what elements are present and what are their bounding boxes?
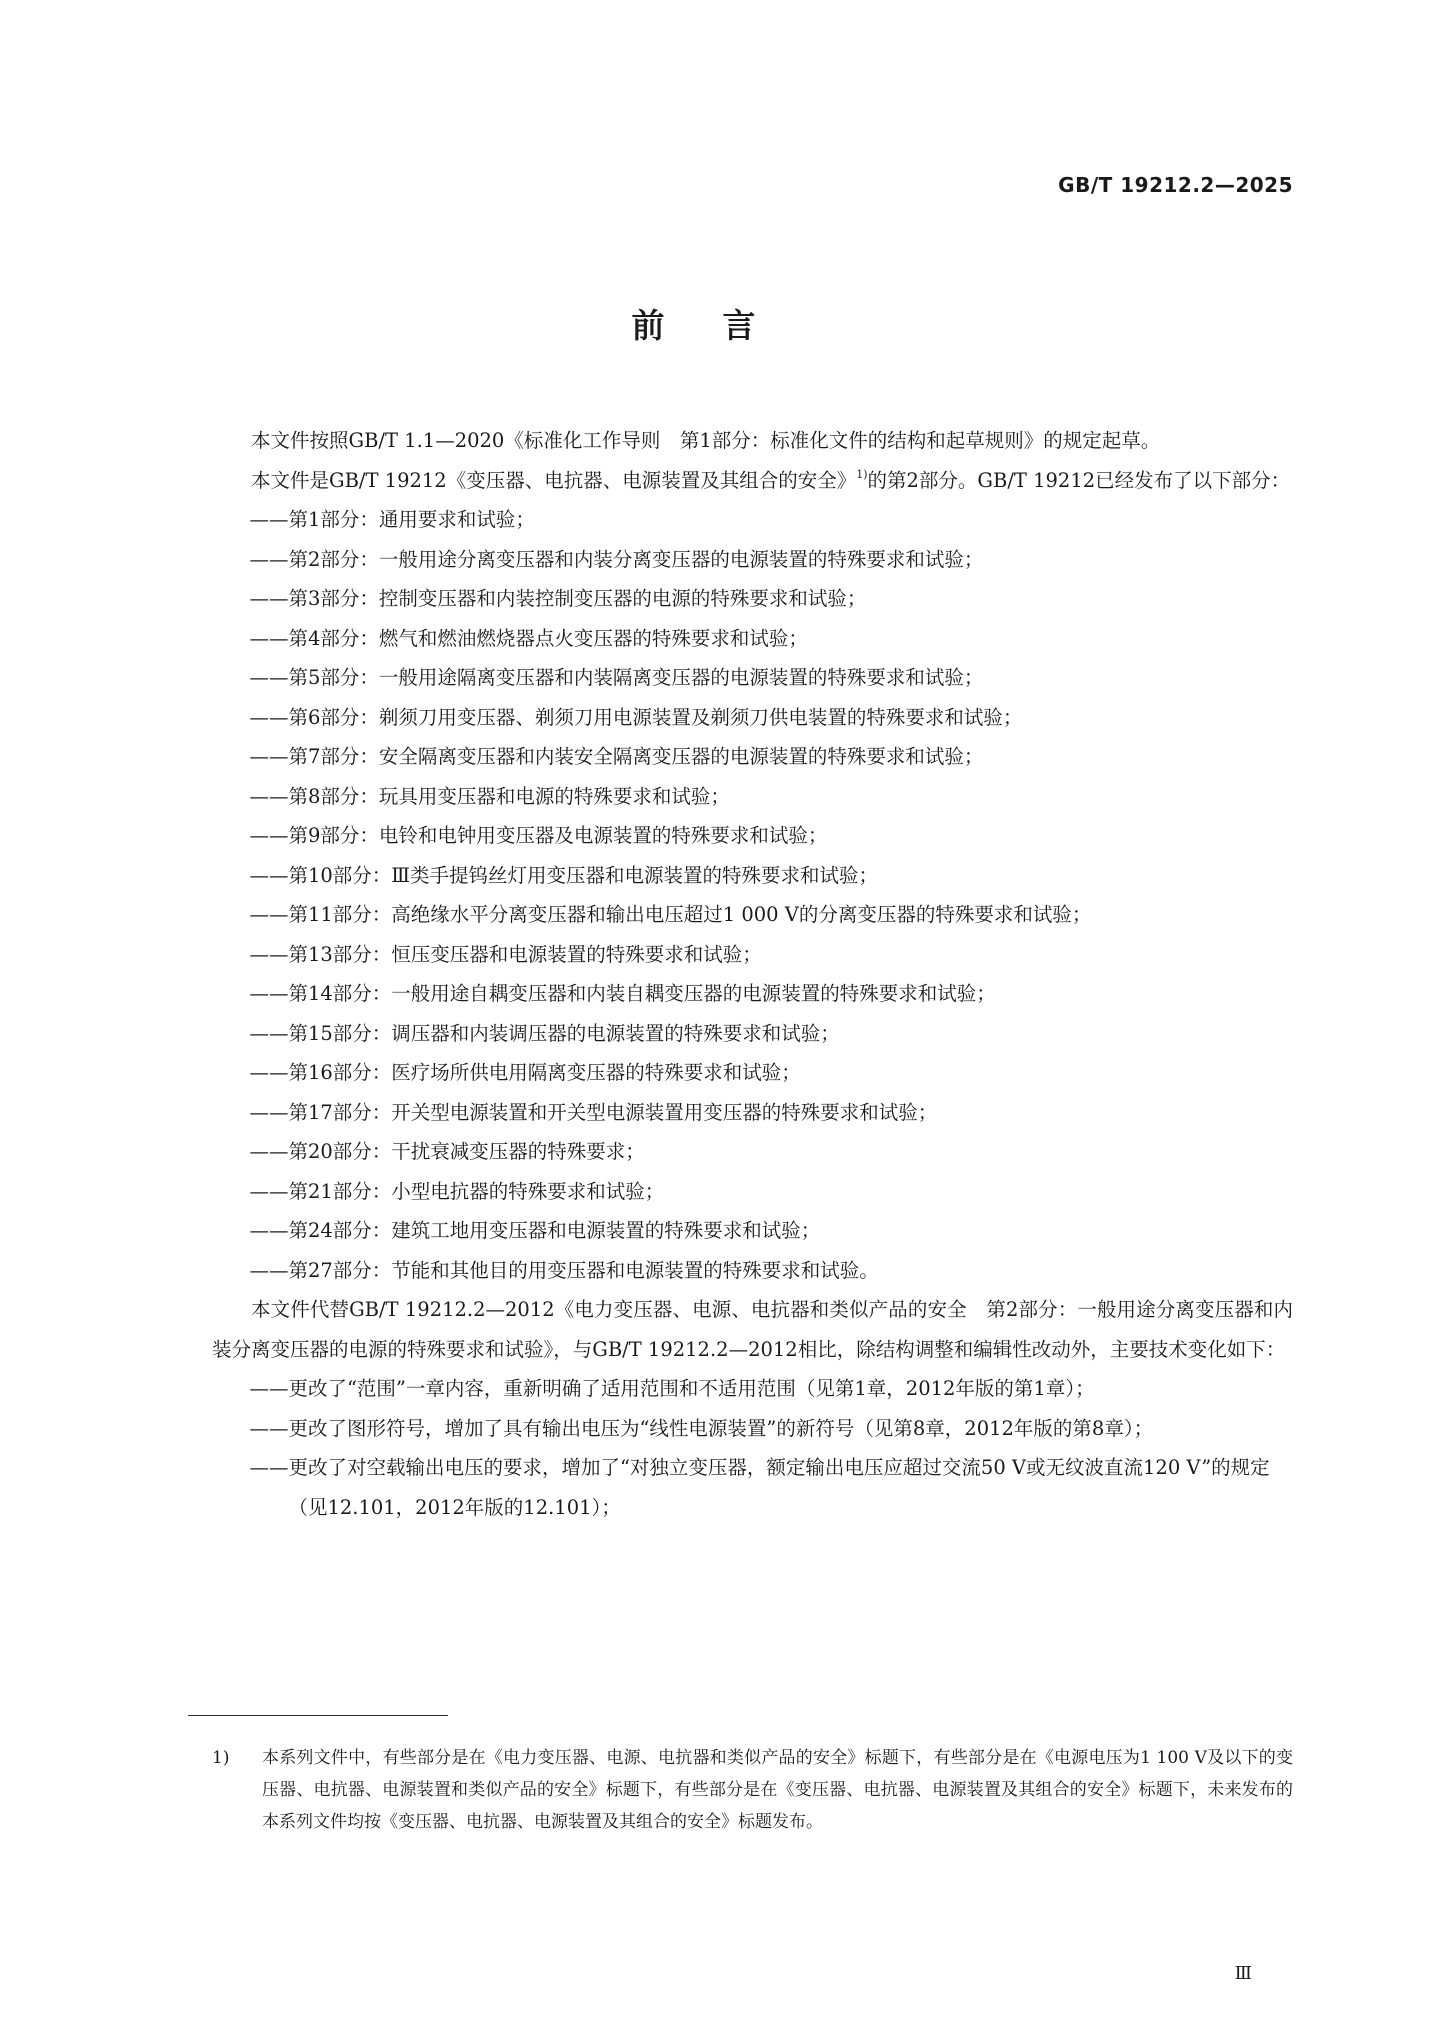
paragraph-drafting-rules: 本文件按照GB/T 1.1—2020《标准化工作导则 第1部分：标准化文件的结构和起草规则》的规定起草。 xyxy=(251,429,1161,452)
footnote-mark: 1) xyxy=(212,1748,230,1768)
list-item: ——第27部分：节能和其他目的用变压器和电源装置的特殊要求和试验。 xyxy=(249,1258,879,1282)
footnote-divider xyxy=(188,1715,448,1716)
list-item: ——第14部分：一般用途自耦变压器和内装自耦变压器的电源装置的特殊要求和试验； xyxy=(249,982,996,1005)
footnote-reference: 1) xyxy=(856,467,868,481)
list-item: ——第1部分：通用要求和试验； xyxy=(249,508,535,531)
list-item: ——第13部分：恒压变压器和电源装置的特殊要求和试验； xyxy=(249,942,762,966)
list-item: ——第3部分：控制变压器和内装控制变压器的电源的特殊要求和试验； xyxy=(249,587,867,610)
list-item: ——第7部分：安全隔离变压器和内装安全隔离变压器的电源装置的特殊要求和试验； xyxy=(249,745,984,768)
list-item: ——第4部分：燃气和燃油燃烧器点火变压器的特殊要求和试验； xyxy=(249,626,808,650)
list-item: ——第10部分：Ⅲ类手提钨丝灯用变压器和电源装置的特殊要求和试验； xyxy=(249,863,879,887)
list-item: ——第24部分：建筑工地用变压器和电源装置的特殊要求和试验； xyxy=(249,1219,821,1242)
parts-list xyxy=(212,500,1293,1290)
list-item: ——第20部分：干扰衰减变压器的特殊要求； xyxy=(249,1140,645,1163)
list-item: ——更改了图形符号，增加了具有输出电压为“线性电源装置”的新符号（见第8章，2012年版的第8章）； xyxy=(249,1416,1154,1440)
page-number: Ⅲ xyxy=(1234,1963,1252,1984)
paragraph-series-intro xyxy=(212,461,1293,501)
list-item: ——第21部分：小型电抗器的特殊要求和试验； xyxy=(249,1179,665,1203)
changes-list xyxy=(212,1369,1293,1527)
list-item: ——第5部分：一般用途隔离变压器和内装隔离变压器的电源装置的特殊要求和试验； xyxy=(249,666,984,689)
list-item: ——第16部分：医疗场所供电用隔离变压器的特殊要求和试验； xyxy=(249,1061,801,1084)
list-item: ——第6部分：剃须刀用变压器、剃须刀用电源装置及剃须刀供电装置的特殊要求和试验； xyxy=(249,705,1023,729)
document-number: GB/T 19212.2—2025 xyxy=(1058,173,1293,197)
list-item: ——更改了“范围”一章内容，重新明确了适用范围和不适用范围（见第1章，2012年版的第1章）； xyxy=(249,1377,1095,1400)
list-item: ——第9部分：电铃和电钟用变压器及电源装置的特殊要求和试验； xyxy=(249,824,828,847)
list-item: ——第11部分：高绝缘水平分离变压器和输出电压超过1 000 V的分离变压器的特殊要求和试验； xyxy=(249,903,1092,926)
list-item: ——第15部分：调压器和内装调压器的电源装置的特殊要求和试验； xyxy=(249,1021,840,1045)
footnote-text: 本系列文件中，有些部分是在《电力变压器、电源、电抗器和类似产品的安全》标题下，有些部分是在《电源电压为1 100 V及以下的变压器、电抗器、电源装置和类似产品的安全》标题下，有些部分是在《变压器、电抗器、电源装置及其组合的安全》标题下，未来发布的本系列文件均按《变压器、电抗器、电源装置及其组合的安全》标题发布。 xyxy=(262,1748,1293,1832)
list-item: ——第17部分：开关型电源装置和开关型电源装置用变压器的特殊要求和试验； xyxy=(249,1100,938,1124)
document-body xyxy=(212,421,1293,1527)
series-intro-text-cont: 的第2部分。GB/T 19212已经发布了以下部分： xyxy=(867,468,1291,492)
series-intro-text: 本文件是GB/T 19212《变压器、电抗器、电源装置及其组合的安全》 xyxy=(251,468,857,492)
list-item: ——第8部分：玩具用变压器和电源的特殊要求和试验； xyxy=(249,784,730,808)
list-item: ——第2部分：一般用途分离变压器和内装分离变压器的电源装置的特殊要求和试验； xyxy=(249,547,984,571)
list-item: ——更改了对空载输出电压的要求，增加了“对独立变压器，额定输出电压应超过交流50 V或无纹波直流120 V”的规定（见12.101，2012年版的12.101）； xyxy=(249,1456,1270,1519)
footnote xyxy=(212,1742,1293,1838)
paragraph-replacement-note: 本文件代替GB/T 19212.2—2012《电力变压器、电源、电抗器和类似产品的安全 第2部分：一般用途分离变压器和内装分离变压器的电源的特殊要求和试验》，与GB/T 19212.2—2012相比，除结构调整和编辑性改动外，主要技术变化如下： xyxy=(212,1298,1293,1361)
page-title: 前言 xyxy=(631,306,814,345)
